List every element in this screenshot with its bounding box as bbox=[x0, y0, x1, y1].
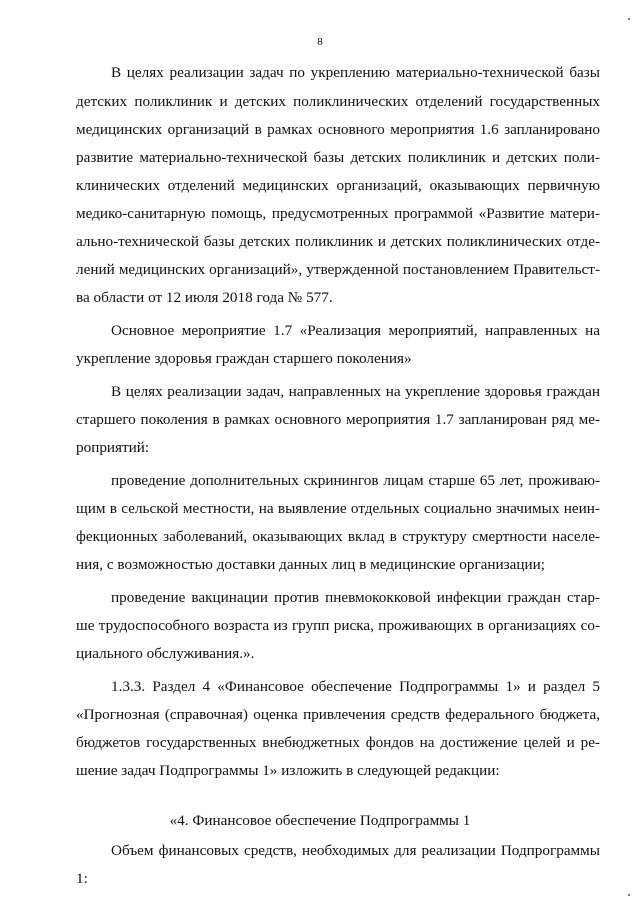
scan-mark bbox=[628, 18, 630, 20]
text-line: фекционных заболеваний, оказывающих вклад в структуру смертности населе- bbox=[76, 528, 600, 545]
text-line: ния, с возможностью доставки данных лиц в медицинские организации; bbox=[76, 556, 546, 573]
text-line: клинических отделений медицинских организаций, оказывающих первичную bbox=[76, 177, 600, 194]
text-line: медико-санитарную помощь, предусмотренных программой «Развитие матери- bbox=[76, 205, 600, 222]
text-line: детских поликлиник и детских поликлинических отделений государственных bbox=[76, 93, 600, 110]
text-line: щим в сельской местности, на выявление отдельных социально значимых неин- bbox=[76, 500, 600, 517]
scan-mark bbox=[628, 894, 630, 896]
text-line: 1.3.3. Раздел 4 «Финансовое обеспечение Подпрограммы 1» и раздел 5 bbox=[111, 678, 600, 695]
text-line: укрепление здоровья граждан старшего поколения» bbox=[76, 350, 412, 367]
text-line: старшего поколения в рамках основного мероприятия 1.7 запланирован ряд ме- bbox=[76, 411, 600, 428]
text-line: медицинских организаций в рамках основного мероприятия 1.6 запланировано bbox=[76, 121, 600, 138]
text-line: ально-технической базы детских поликлиник и детских поликлинических отде- bbox=[76, 233, 600, 250]
text-line: бюджетов государственных внебюджетных фондов на достижение целей и ре- bbox=[76, 734, 600, 751]
text-line: 1: bbox=[76, 870, 88, 887]
text-line: «Прогнозная (справочная) оценка привлечения средств федерального бюджета, bbox=[76, 706, 600, 723]
text-line: развитие материально-технической базы детских поликлиник и детских поли- bbox=[76, 149, 600, 166]
page-number: 8 bbox=[317, 36, 323, 48]
text-line: Объем финансовых средств, необходимых для реализации Подпрограммы bbox=[111, 842, 600, 859]
text-line: циального обслуживания.». bbox=[76, 645, 255, 662]
text-line: лений медицинских организаций», утвержденной постановлением Правительст- bbox=[76, 261, 600, 278]
text-line: проведение вакцинации против пневмококковой инфекции граждан стар- bbox=[111, 589, 600, 606]
text-line: роприятий: bbox=[76, 439, 150, 456]
text-line: ва области от 12 июля 2018 года № 577. bbox=[76, 289, 333, 306]
section-heading: «4. Финансовое обеспечение Подпрограммы 1 bbox=[169, 812, 471, 829]
text-line: ше трудоспособного возраста из групп риска, проживающих в организациях со- bbox=[76, 617, 600, 634]
text-line: проведение дополнительных скринингов лицам старше 65 лет, проживаю- bbox=[111, 472, 600, 489]
text-line: шение задач Подпрограммы 1» изложить в следующей редакции: bbox=[76, 762, 500, 779]
text-line: Основное мероприятие 1.7 «Реализация мероприятий, направленных на bbox=[111, 322, 600, 339]
text-line: В целях реализации задач, направленных на укрепление здоровья граждан bbox=[111, 383, 600, 400]
text-line: В целях реализации задач по укреплению материально-технической базы bbox=[111, 64, 600, 81]
